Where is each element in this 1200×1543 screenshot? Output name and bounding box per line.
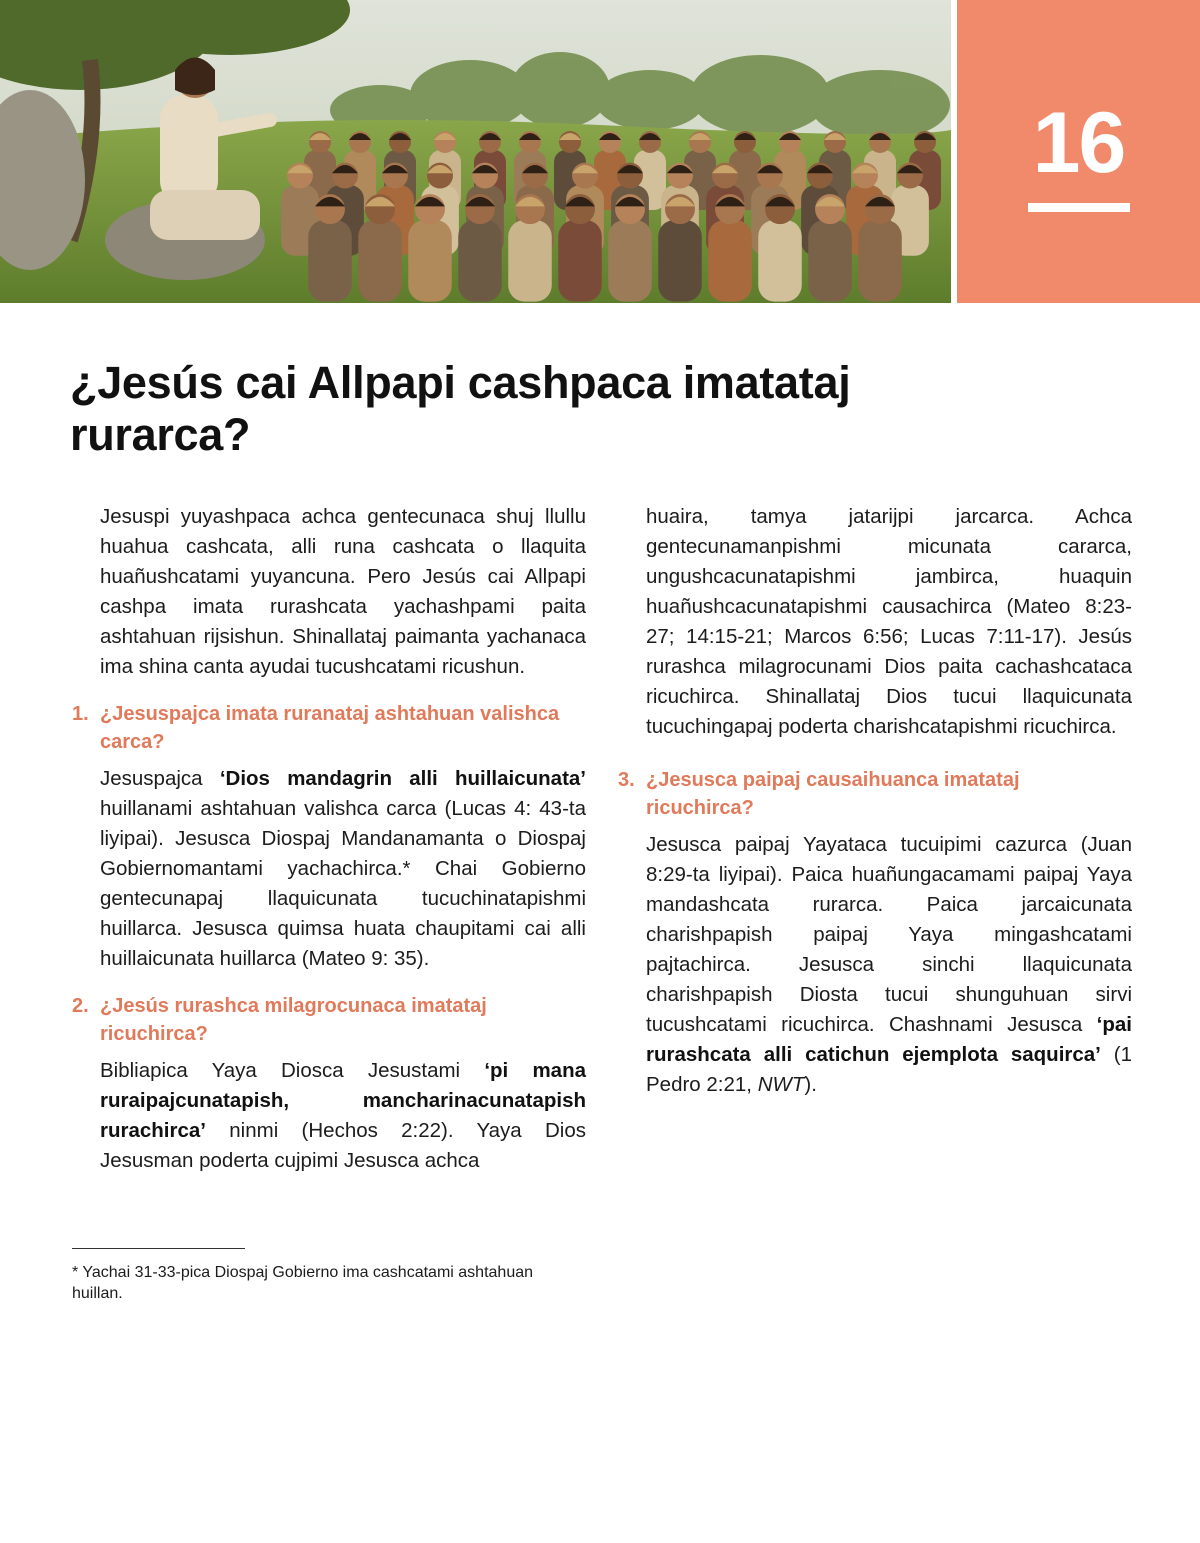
italic-ref: NWT [757,1073,805,1096]
bold-quote: ‘pi mana ruraipajcunatapish, mancharinacunatapish rurachirca’ [100,1059,586,1142]
answer-2-continued: huaira, tamya jatarijpi jarcarca. Achca gentecunamanpishmi micunata cararca, ungushcacunatapishmi jambirca, huaquin huañushcacunatapishmi causachirca (Mateo 8:23-27; 14:15-21; Marcos 6:56; Lucas 7:11-17). Jesús rurashca milagrocunami Dios paita cachashcataca ricuchirca. Shinallataj Dios tucui llaquicunata tucuchingapaj poderta charishcatapishmi ricuchirca. [646,505,1132,738]
footnote: * Yachai 31-33-pica Diospaj Gobierno ima cashcatami ashtahuan huillan. [72,1264,534,1302]
bold-quote: ‘pai rurashcata alli catichun ejemplota saquirca’ [646,1013,1132,1066]
hero-photo [0,0,951,303]
footnote-divider [72,1248,245,1249]
answer-3-paragraph: Jesusca paipaj Yayataca tucuipimi cazurca (Juan 8:29-ta liyipai). Paica huañungacamami paipaj Yaya mandashcata rurarca. Paica jarcaicunata charishpapish paipaj Yaya mingashcatami pajtachirca. Jesusca sinchi llaquicunata charishpapish Diosta tucui shunguhuan sirvi tucushcatami ricuchirca. Chashnami Jesusca ‘pai rurashcata alli catichun ejemplota saquirca’ (1 Pedro 2:21, NWT). [646,833,1132,1096]
question-text: ¿Jesuspajca imata ruranataj ashtahuan valishca carca? [100,703,560,753]
chapter-badge [957,0,1200,303]
jesus-teaching-crowd-photo [0,0,951,303]
answer-2-paragraph: Bibliapica Yaya Diosca Jesustami ‘pi mana ruraipajcunatapish, mancharinacunatapish rurachirca’ ninmi (Hechos 2:22). Yaya Dios Jesusman poderta cujpimi Jesusca achca [100,1059,586,1172]
answer-1-paragraph: Jesuspajca ‘Dios mandagrin alli huillaicunata’ huillanami ashtahuan valishca carca (Lucas 4: 43-ta liyipai). Jesusca Diospaj Mandanamanta o Diospaj Gobiernomantami yachachirca.* Chai Gobierno gentecunapaj llaquicunata tucuchinatapishmi huillarca. Jesusca quimsa huata chaupitami cai alli huillaicunata huillarca (Mateo 9: 35). [100,767,586,970]
question-text: ¿Jesús rurashca milagrocunaca imatataj ricuchirca? [100,995,487,1045]
question-2 [72,992,586,1048]
right-column [618,502,1132,1100]
question-1 [72,700,586,756]
chapter-number: 16 [1032,95,1125,191]
question-3 [618,766,1132,822]
bold-quote: ‘Dios mandagrin alli huillaicunata’ [219,767,586,790]
chapter-underline [1028,203,1130,212]
question-number: 1. [72,703,89,725]
question-text: ¿Jesusca paipaj causaihuanca imatataj ricuchirca? [646,769,1020,819]
question-number: 3. [618,769,635,791]
left-column [72,502,586,1176]
question-number: 2. [72,995,89,1017]
page-title: ¿Jesús cai Allpapi cashpaca imatataj rurarca? [70,357,851,460]
intro-paragraph: Jesuspi yuyashpaca achca gentecunaca shuj llullu huahua cashcata, alli runa cashcata o llaquita huañushcatami yuyancuna. Pero Jesús cai Allpapi cashpa imata rurashcata yachashpami paita ashtahuan rijsishun. Shinallataj paimanta yachanaca ima shina canta ayudai tucushcatami ricushun. [100,505,586,678]
